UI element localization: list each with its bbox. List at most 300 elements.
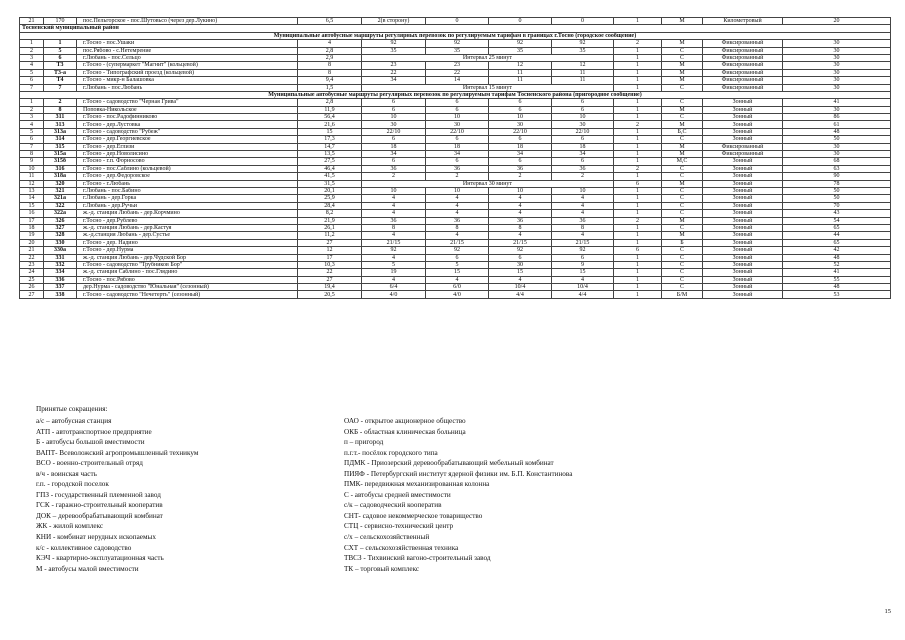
route-length: 6,5 <box>298 18 362 25</box>
bus-class: М <box>662 18 703 25</box>
trips-2: 36 <box>489 217 552 224</box>
route-number: 330 <box>44 239 77 246</box>
vehicles: 1 <box>614 54 662 61</box>
bus-class: Б <box>662 239 703 246</box>
table-row <box>20 195 891 202</box>
trips-weekday: 18 <box>362 143 426 150</box>
abbreviation-item: КНИ - комбинат нерудных ископаемых <box>36 533 156 542</box>
trips-3: 6 <box>552 136 614 143</box>
row-index: 16 <box>20 210 44 217</box>
route-length: 41,5 <box>298 173 362 180</box>
tariff-type: Зонный <box>703 187 783 194</box>
tariff-type: Зонный <box>703 180 783 187</box>
row-index: 6 <box>20 77 44 84</box>
bus-class: С <box>662 47 703 54</box>
trips-1: 6 <box>426 136 489 143</box>
trips-weekday: 23 <box>362 62 426 69</box>
bus-class: С <box>662 99 703 106</box>
route-number: 316 <box>44 165 77 172</box>
fare: 30 <box>783 69 891 76</box>
route-number: 7 <box>44 84 77 91</box>
fare: 30 <box>783 77 891 84</box>
table-row <box>20 143 891 150</box>
abbreviation-item: в/ч - воинская часть <box>36 469 97 478</box>
vehicles: 1 <box>614 173 662 180</box>
row-index: 14 <box>20 195 44 202</box>
row-index: 2 <box>20 47 44 54</box>
bus-class: М <box>662 143 703 150</box>
abbreviation-item: п – пригород <box>344 438 384 447</box>
abbreviation-item: с/х – сельскохозяйственный <box>344 533 430 542</box>
route-name: г.Любань - дер.Горка <box>77 195 298 202</box>
route-name: г.Тосно - дер. Надино <box>77 239 298 246</box>
route-length: 27 <box>298 239 362 246</box>
bus-class: С <box>662 276 703 283</box>
trips-2: 2 <box>489 173 552 180</box>
trips-weekday: 6 <box>362 106 426 113</box>
route-name: г.Тосно - пос.Ушаки <box>77 40 298 47</box>
fare: 48 <box>783 128 891 135</box>
table-row <box>20 128 891 135</box>
table-row <box>20 69 891 76</box>
row-index: 1 <box>20 40 44 47</box>
bus-class: М <box>662 69 703 76</box>
route-length: 8,2 <box>298 210 362 217</box>
route-length: 11,2 <box>298 232 362 239</box>
bus-class: Б,С <box>662 128 703 135</box>
vehicles: 1 <box>614 224 662 231</box>
trips-2: 6 <box>489 99 552 106</box>
table-row <box>20 269 891 276</box>
route-length: 4 <box>298 40 362 47</box>
trips-1: 30 <box>426 121 489 128</box>
abbreviation-item: ПМК- передвижная механизированная колонна <box>344 480 490 489</box>
table-row <box>20 254 891 261</box>
row-index: 15 <box>20 202 44 209</box>
bus-class: М <box>662 121 703 128</box>
row-index: 26 <box>20 284 44 291</box>
trips-2: 4/4 <box>489 291 552 298</box>
fare: 41 <box>783 99 891 106</box>
trips-weekday: 6 <box>362 99 426 106</box>
abbreviation-item: ОАО - открытое акционерное общество <box>344 417 466 425</box>
route-length: 20,1 <box>298 187 362 194</box>
tariff-type: Зонный <box>703 254 783 261</box>
vehicles: 1 <box>614 69 662 76</box>
trips-weekday: 4/0 <box>362 291 426 298</box>
section-heading <box>20 25 891 32</box>
fare: 30 <box>783 84 891 91</box>
row-index: 8 <box>20 151 44 158</box>
route-length: 10,3 <box>298 261 362 268</box>
trips-2: 6 <box>489 106 552 113</box>
route-number: 311 <box>44 114 77 121</box>
bus-class: М <box>662 106 703 113</box>
bus-class: С <box>662 84 703 91</box>
fare: 30 <box>783 62 891 69</box>
trips-2: 36 <box>489 165 552 172</box>
route-name: ж.-д. станция Любань - дер.Чудской Бор <box>77 254 298 261</box>
vehicles: 1 <box>614 136 662 143</box>
row-index: 2 <box>20 106 44 113</box>
route-number: 318а <box>44 173 77 180</box>
vehicles: 1 <box>614 151 662 158</box>
trips-3: 36 <box>552 217 614 224</box>
abbreviation-item: г.п. - городской поселок <box>36 480 109 489</box>
abbreviation-item: к/с - коллективное садоводство <box>36 543 132 552</box>
trips-1: 35 <box>426 47 489 54</box>
vehicles: 1 <box>614 284 662 291</box>
route-name: г.Тосно - дер.Лустовка <box>77 121 298 128</box>
bus-class: М <box>662 151 703 158</box>
route-number: 337 <box>44 284 77 291</box>
route-name: г.Любань - дер.Ручьи <box>77 202 298 209</box>
trips-3: 30 <box>552 121 614 128</box>
abbreviation-item: ВСО - военно-строительный отряд <box>36 459 143 468</box>
row-index: 1 <box>20 99 44 106</box>
table-row <box>20 284 891 291</box>
route-number: 338 <box>44 291 77 298</box>
route-name: ж.-д. станция Любань - дер.Кастуя <box>77 224 298 231</box>
table-row <box>20 54 891 61</box>
trips-2: 6 <box>489 158 552 165</box>
route-number: 6 <box>44 54 77 61</box>
trips-3: 4 <box>552 276 614 283</box>
bus-class: М <box>662 232 703 239</box>
trips-1: 6/0 <box>426 284 489 291</box>
trips-3: 36 <box>552 165 614 172</box>
section-heading-text: Тосненский муниципальный район <box>20 25 891 32</box>
tariff-type: Зонный <box>703 106 783 113</box>
row-index: 13 <box>20 187 44 194</box>
tariff-type: Фиксированный <box>703 54 783 61</box>
route-length: 11,9 <box>298 106 362 113</box>
vehicles: 1 <box>614 99 662 106</box>
trips-1: 4 <box>426 210 489 217</box>
row-index: 9 <box>20 158 44 165</box>
vehicles: 2 <box>614 121 662 128</box>
trips-weekday: 8 <box>362 224 426 231</box>
route-name: ж.-д.станция Любань - дер.Сустье <box>77 232 298 239</box>
bus-class: С <box>662 136 703 143</box>
fare: 30 <box>783 40 891 47</box>
fare: 65 <box>783 239 891 246</box>
table-row <box>20 165 891 172</box>
table-row <box>20 99 891 106</box>
route-length: 46,4 <box>298 165 362 172</box>
trips-1: 34 <box>426 151 489 158</box>
abbreviation-item: ТВСЗ - Тихвинский вагоно-строительный завод <box>344 554 491 563</box>
fare: 68 <box>783 158 891 165</box>
city-routes-heading <box>20 32 891 39</box>
vehicles: 1 <box>614 47 662 54</box>
bus-class: М <box>662 77 703 84</box>
route-name: г.Любань - пос.Бабино <box>77 187 298 194</box>
fare: 54 <box>783 217 891 224</box>
trips-1: 6 <box>426 99 489 106</box>
table-row <box>20 224 891 231</box>
table-row <box>20 239 891 246</box>
fare: 63 <box>783 165 891 172</box>
trips-2: 6 <box>489 136 552 143</box>
row-index: 18 <box>20 224 44 231</box>
route-length: 56,4 <box>298 114 362 121</box>
route-number: 331 <box>44 254 77 261</box>
trips-weekday: 34 <box>362 77 426 84</box>
table-row-top <box>20 18 891 25</box>
bus-class: С <box>662 269 703 276</box>
tariff-type: Зонный <box>703 232 783 239</box>
row-index: 20 <box>20 239 44 246</box>
abbreviation-item: КЭЧ - квартирно-эксплуатационная часть <box>36 554 164 563</box>
tariff-type: Зонный <box>703 239 783 246</box>
trips-2: 30 <box>489 261 552 268</box>
trips-2: 92 <box>489 247 552 254</box>
vehicles: 6 <box>614 180 662 187</box>
tariff-type: Фиксированный <box>703 77 783 84</box>
tariff-type: Зонный <box>703 284 783 291</box>
route-name: ж.-д. станция Саблино - пос.Глядино <box>77 269 298 276</box>
trips-2: 6 <box>489 254 552 261</box>
tariff-type: Зонный <box>703 261 783 268</box>
table-row <box>20 210 891 217</box>
trips-2: 35 <box>489 47 552 54</box>
route-name: г.Тосно - садоводство "Рубеж" <box>77 128 298 135</box>
fare: 30 <box>783 106 891 113</box>
route-number: 332 <box>44 261 77 268</box>
row-index: 19 <box>20 232 44 239</box>
bus-class: М <box>662 40 703 47</box>
trips-1: 10 <box>426 114 489 121</box>
table-row <box>20 114 891 121</box>
trips-weekday: 10 <box>362 187 426 194</box>
suburban-routes-heading-text: Муниципальные автобусные маршруты регулярных перевозок по регулируемым тарифам Тосненского района (пригородное сообщение) <box>20 91 891 98</box>
route-length: 26,1 <box>298 224 362 231</box>
table-row <box>20 62 891 69</box>
trips-1: 4 <box>426 276 489 283</box>
vehicles: 2 <box>614 40 662 47</box>
vehicles: 1 <box>614 84 662 91</box>
routes-table <box>19 17 891 299</box>
trips-weekday: 35 <box>362 47 426 54</box>
trips-2: 4 <box>489 202 552 209</box>
route-name: ж.-д. станция Любань - дер.Корчмино <box>77 210 298 217</box>
trips-weekday: 22 <box>362 69 426 76</box>
tariff-type: Зонный <box>703 99 783 106</box>
route-number: 315 <box>44 143 77 150</box>
fare: 44 <box>783 232 891 239</box>
fare: 30 <box>783 47 891 54</box>
trips-1: 36 <box>426 217 489 224</box>
fare: 90 <box>783 173 891 180</box>
row-index: 27 <box>20 291 44 298</box>
abbreviations-title: Принятые сокращения: <box>36 405 108 413</box>
trips-weekday: 6 <box>362 136 426 143</box>
abbreviation-item: СНТ- садовое некоммерческое товарищество <box>344 511 483 520</box>
tariff-type: Зонный <box>703 173 783 180</box>
fare: 70 <box>783 202 891 209</box>
trips-3: 11 <box>552 77 614 84</box>
fare: 52 <box>783 261 891 268</box>
row-index: 5 <box>20 69 44 76</box>
route-number: 321 <box>44 187 77 194</box>
fare: 42 <box>783 247 891 254</box>
trips-weekday: 36 <box>362 217 426 224</box>
trips-2: 4 <box>489 276 552 283</box>
city-routes-heading-text: Муниципальные автобусные маршруты регулярных перевозок по регулируемым тарифам в границах г.Тосно (городское сообщение) <box>20 32 891 39</box>
route-name: г.Тосно - пос.Саблино (кольцевой) <box>77 165 298 172</box>
abbreviation-item: ОКБ - областная клиническая больница <box>344 427 466 436</box>
trips-3: 18 <box>552 143 614 150</box>
trips-2: 30 <box>489 121 552 128</box>
fare: 50 <box>783 195 891 202</box>
trips-3: 4 <box>552 232 614 239</box>
route-number: 322а <box>44 210 77 217</box>
trips-3: 11 <box>552 69 614 76</box>
route-length: 13,5 <box>298 151 362 158</box>
route-name: г.Тосно - дер.Федоровское <box>77 173 298 180</box>
route-name: г.Любань - пос.Сельцо <box>77 54 298 61</box>
trips-1: 8 <box>426 224 489 231</box>
abbreviations-left <box>36 416 198 574</box>
trips-2: 15 <box>489 269 552 276</box>
trips-2: 4 <box>489 210 552 217</box>
table-row <box>20 276 891 283</box>
row-index: 10 <box>20 165 44 172</box>
abbreviation-item: ТК – торговый комплекс <box>344 564 420 573</box>
row-index: 4 <box>20 62 44 69</box>
trips-3: 21/15 <box>552 239 614 246</box>
trips-3: 10 <box>552 187 614 194</box>
vehicles: 1 <box>614 106 662 113</box>
bus-class: С <box>662 54 703 61</box>
row-index: 21 <box>20 247 44 254</box>
trips-weekday: 4 <box>362 254 426 261</box>
row-index: 24 <box>20 269 44 276</box>
trips-2: 0 <box>489 18 552 25</box>
table-row <box>20 106 891 113</box>
trips-3: 4 <box>552 195 614 202</box>
trips-3: 2 <box>552 173 614 180</box>
trips-weekday: 36 <box>362 165 426 172</box>
table-row <box>20 40 891 47</box>
row-index: 25 <box>20 276 44 283</box>
row-index: 4 <box>20 121 44 128</box>
route-number: 170 <box>44 18 77 25</box>
route-number: 315б <box>44 158 77 165</box>
route-length: 12 <box>298 247 362 254</box>
tariff-type: Зонный <box>703 291 783 298</box>
fare: 48 <box>783 284 891 291</box>
trips-2: 10 <box>489 187 552 194</box>
trips-1: 4 <box>426 195 489 202</box>
route-length: 14,7 <box>298 143 362 150</box>
trips-3: 35 <box>552 47 614 54</box>
vehicles: 1 <box>614 18 662 25</box>
trips-1: Интервал 15 минут <box>362 84 614 91</box>
bus-class: С <box>662 284 703 291</box>
route-number: 330а <box>44 247 77 254</box>
tariff-type: Километровый <box>703 18 783 25</box>
bus-class: С <box>662 261 703 268</box>
vehicles: 1 <box>614 202 662 209</box>
row-index: 7 <box>20 143 44 150</box>
bus-class: М <box>662 62 703 69</box>
route-name: г.Тосно - г.п. Форносово <box>77 158 298 165</box>
table-row <box>20 232 891 239</box>
vehicles: 1 <box>614 232 662 239</box>
abbreviation-item: а/с – автобусная станция <box>36 417 112 425</box>
tariff-type: Зонный <box>703 247 783 254</box>
trips-weekday: 6 <box>362 158 426 165</box>
tariff-type: Фиксированный <box>703 151 783 158</box>
route-length: 8 <box>298 69 362 76</box>
trips-3: 92 <box>552 40 614 47</box>
route-name: дер.Нурма - садоводство "Юнальная" (сезонный) <box>77 284 298 291</box>
bus-class: С <box>662 114 703 121</box>
trips-weekday: 2(в сторону) <box>362 18 426 25</box>
trips-3: 6 <box>552 254 614 261</box>
trips-weekday: 4 <box>362 232 426 239</box>
route-number: 327 <box>44 224 77 231</box>
bus-class: С <box>662 210 703 217</box>
route-number: 328 <box>44 232 77 239</box>
fare: 86 <box>783 114 891 121</box>
trips-1: Интервал 30 минут <box>362 180 614 187</box>
bus-class: С <box>662 187 703 194</box>
trips-1: 92 <box>426 247 489 254</box>
trips-weekday: 34 <box>362 151 426 158</box>
route-name: г.Тосно - г.Любань <box>77 180 298 187</box>
trips-1: 10 <box>426 187 489 194</box>
vehicles: 1 <box>614 269 662 276</box>
trips-2: 34 <box>489 151 552 158</box>
trips-3: 34 <box>552 151 614 158</box>
trips-1: 6 <box>426 254 489 261</box>
table-row <box>20 261 891 268</box>
route-number: 5 <box>44 47 77 54</box>
trips-weekday: 5 <box>362 261 426 268</box>
vehicles: 1 <box>614 158 662 165</box>
trips-3: 6 <box>552 106 614 113</box>
route-number: 334 <box>44 269 77 276</box>
fare: 20 <box>783 18 891 25</box>
route-number: Т3-а <box>44 69 77 76</box>
trips-1: 2 <box>426 173 489 180</box>
trips-1: 14 <box>426 77 489 84</box>
trips-3: 8 <box>552 224 614 231</box>
bus-class: С <box>662 195 703 202</box>
abbreviation-item: ДОК – деревообрабатывающий комбинат <box>36 511 163 520</box>
tariff-type: Зонный <box>703 276 783 283</box>
trips-1: 92 <box>426 40 489 47</box>
table-row <box>20 217 891 224</box>
abbreviations-right <box>344 416 572 574</box>
trips-weekday: 92 <box>362 247 426 254</box>
table-row <box>20 202 891 209</box>
abbreviation-item: ГПЗ - государственный племенной завод <box>36 490 161 499</box>
tariff-type: Зонный <box>703 210 783 217</box>
route-length: 20,5 <box>298 291 362 298</box>
row-index: 3 <box>20 54 44 61</box>
abbreviation-item: СХТ – сельскохозяйственная техника <box>344 543 459 552</box>
row-index: 7 <box>20 84 44 91</box>
table-row <box>20 187 891 194</box>
trips-3: 12 <box>552 62 614 69</box>
trips-3: 15 <box>552 269 614 276</box>
route-number: Т4 <box>44 77 77 84</box>
route-number: 322 <box>44 202 77 209</box>
